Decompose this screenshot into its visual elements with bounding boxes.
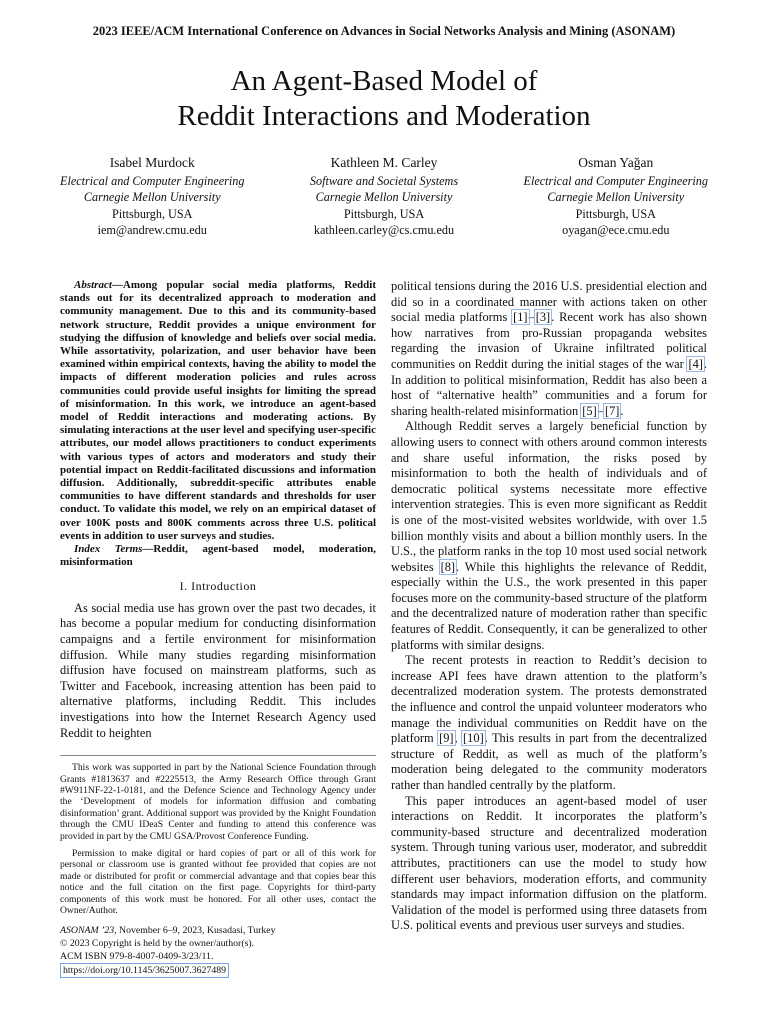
citation-link[interactable]: [8] <box>440 559 456 574</box>
title-line-1: An Agent-Based Model of <box>230 65 538 97</box>
venue-details: , November 6–9, 2023, Kusadasi, Turkey <box>114 925 276 937</box>
author-dept: Software and Societal Systems <box>309 173 459 188</box>
text-run: The recent protests in reaction to Reddit’s decision to increase API fees have drawn attention to the platform’s decentralized moderation system. The protests demonstrated the influence and control the unpaid volunteer moderators who manage the individual communities on Reddit have on the platform <box>391 653 707 746</box>
author-univ: Carnegie Mellon University <box>315 190 453 204</box>
index-terms-text: —Reddit, agent-based model, moderation, misinformation <box>60 543 376 569</box>
intro-paragraph-4: This paper introduces an agent-based model of user interactions on Reddit. It incorporates the platform’s community-based structure and decentralized moderation system. Through tuning various user, moderator, and subreddit attributes, practitioners can use the model to study how different user behaviors, moderation efforts, and community standards may impact information diffusion on the platform. Validation of the model is performed using three datasets from U.S. political events and previous user surveys and studies. <box>391 793 707 933</box>
author-dept: Electrical and Computer Engineering <box>60 173 245 188</box>
citation-link[interactable]: [10] <box>463 731 484 746</box>
author-email: kathleen.carley@cs.cmu.edu <box>313 223 455 237</box>
author-name: Osman Yağan <box>578 155 654 170</box>
right-column <box>391 279 707 934</box>
text-run: Although Reddit serves a largely beneficial function by allowing users to connect with others around common interests and share useful information, the risks posed by misinformation to both the health of individuals and of democratic political systems necessitate more effective intervention strategies. This is even more significant as Reddit is one of the most-visited websites worldwide, with over 1.5 billion monthly visits and about a billion monthly users. In the U.S., the platform ranks in the top 10 most used social network websites <box>391 419 707 574</box>
author-2 <box>310 155 458 239</box>
author-dept: Electrical and Computer Engineering <box>523 173 708 188</box>
text-run: . While this highlights the relevance of Reddit, especially within the U.S., the work presented in this paper focuses more on the community-based structure of the platform and the decentralized nature of moderation rather than specific features of Reddit. Consequently, it can be generalized to other platforms with similar designs. <box>391 559 707 652</box>
publication-info <box>60 924 376 978</box>
author-location: Pittsburgh, USA <box>575 206 656 221</box>
text-run: – <box>528 310 535 325</box>
author-1 <box>60 155 244 239</box>
author-name: Isabel Murdock <box>109 155 195 170</box>
title-line-2: Reddit Interactions and Moderation <box>177 100 591 132</box>
abstract-text: —Among popular social media platforms, Reddit stands out for its decentralized approach to moderation and community management. Due to this and its community-based network structure, Reddit provides a unique environment for studying the diffusion of knowledge and beliefs over social media. While assortativity, polarization, and user behavior have been examined within empirical contexts, having the ability to model the impacts of different moderation policies and rules across communities could provide useful insights for limiting the spread of misinformation. In this work, we introduce an agent-based model of Reddit interactions and moderating actions. By simulating interactions at the user level and specifying user-specific attributes, our model allows practitioners to conduct experiments with various types of actors and moderators and study their potential impact on Reddit-facilitated discussions and information diffusion. Additionally, subreddit-specific attributes enable communities to have different standards and thresholds for user conduct. To validate this model, we rely on an empirical dataset of over 100K posts and 800K comments across three U.S. political events in addition to user surveys and studies. <box>60 279 376 542</box>
text-run: . This results in part from the decentralized structure of Reddit, as well as much of the platform’s moderation being delegated to the community moderators rather than handled centrally by the platform. <box>391 731 707 792</box>
citation-link[interactable]: [7] <box>604 403 620 418</box>
citation-link[interactable]: [9] <box>439 731 454 746</box>
funding-footnote: This work was supported in part by the National Science Foundation through Grants #1813637 and #2225513, the Army Research Office through Grant #W911NF-22-1-0181, and the Defence Science and Technology Agency under the ‘Development of models for information diffusion and combating disinformation’ grant. Additional support was provided by the Knight Foundation through the CMU IDeaS Center and funding to attend this conference was provided in part by the CMU GSA/Provost Conference Funding. <box>60 762 376 842</box>
index-terms <box>60 543 376 569</box>
isbn-line: ACM ISBN 979-8-4007-0409-3/23/11. <box>60 951 214 963</box>
paper-title <box>0 64 768 134</box>
text-run: , <box>454 731 463 746</box>
abstract-label: Abstract <box>74 279 112 291</box>
author-email: iem@andrew.cmu.edu <box>97 223 207 237</box>
author-univ: Carnegie Mellon University <box>83 190 221 204</box>
text-run: political tensions during the 2016 U.S. presidential election and did so in a coordinated manner with actions taken on other social media platforms <box>391 279 707 325</box>
author-block <box>60 155 708 239</box>
intro-paragraph-2 <box>391 419 707 653</box>
section-heading: I. Introduction <box>179 579 257 594</box>
abstract <box>60 279 376 543</box>
author-name: Kathleen M. Carley <box>330 155 438 170</box>
author-location: Pittsburgh, USA <box>343 206 425 221</box>
author-location: Pittsburgh, USA <box>112 206 193 221</box>
author-3 <box>524 155 708 239</box>
intro-paragraph-3 <box>391 653 707 793</box>
left-column <box>60 279 376 978</box>
text-run: – <box>597 403 604 418</box>
citation-link[interactable]: [4] <box>688 356 703 371</box>
venue-name: ASONAM ’23 <box>60 925 115 937</box>
text-run: . <box>620 403 624 418</box>
intro-paragraph-1: As social media use has grown over the past two decades, it has become a popular medium for conducting disinformation campaigns and a fertile environment for misinformation diffusion. While many studies regarding misinformation diffusion have focused on mainstream platforms, such as Twitter and Facebook, increasing attention has been paid to alternative platforms, including Reddit. This includes investigations into how the Internet Research Agency used Reddit to heighten <box>60 600 376 740</box>
index-terms-label: Index Terms <box>74 543 143 556</box>
author-email: oyagan@ece.cmu.edu <box>562 223 670 237</box>
text-run: . Recent work has also shown how narratives from pro-Russian propaganda websites regarding the invasion of Ukraine infiltrated political communities on Reddit during the initial stages of the war <box>391 310 707 371</box>
permission-footnote: Permission to make digital or hard copies of part or all of this work for personal or classroom use is granted without fee provided that copies are not made or distributed for profit or commercial advantage and that copies bear this notice and the full citation on the first page. Copyrights for third-party components of this work must be honored. For all other uses, contact the Owner/Author. <box>60 847 376 916</box>
text-run: . In addition to political misinformation, Reddit has also been a host of “alternative health” communities and a forum for sharing health-related misinformation <box>391 356 707 418</box>
citation-link[interactable]: [3] <box>535 310 551 325</box>
footnotes <box>60 755 376 978</box>
citation-link[interactable]: [5] <box>582 403 597 418</box>
venue-line <box>60 924 376 937</box>
author-univ: Carnegie Mellon University <box>547 190 685 204</box>
doi-link[interactable]: https://doi.org/10.1145/3625007.3627489 <box>60 963 229 978</box>
intro-paragraph-1-cont <box>391 279 707 419</box>
conference-header: 2023 IEEE/ACM International Conference on Advances in Social Networks Analysis and Mining (ASONAM) <box>92 24 676 38</box>
copyright-line: © 2023 Copyright is held by the owner/author(s). <box>60 938 255 950</box>
citation-link[interactable]: [1] <box>513 310 528 325</box>
